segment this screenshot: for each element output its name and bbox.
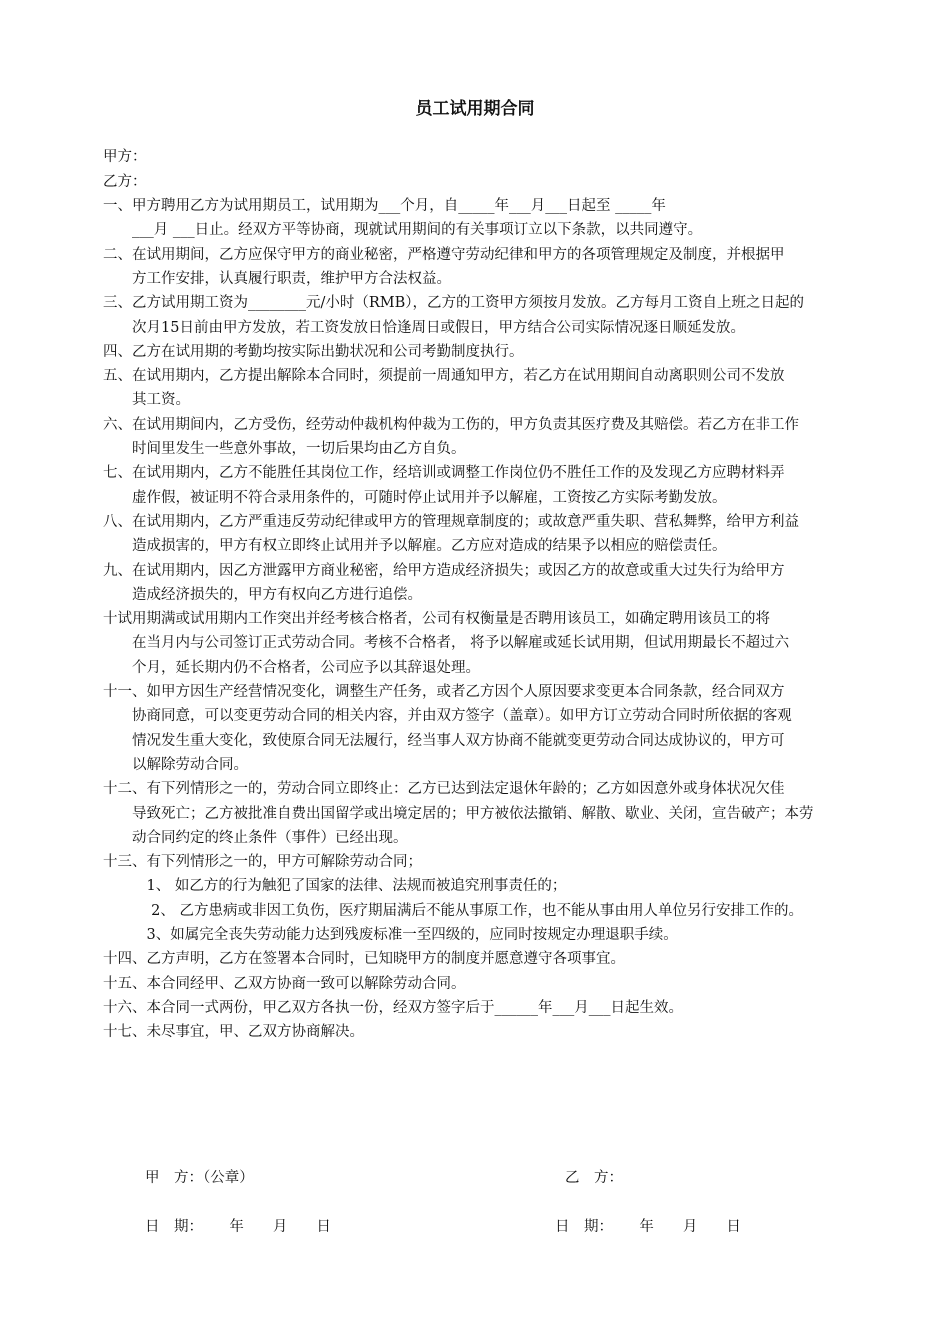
clause-line: 十五、本合同经甲、乙双方协商一致可以解除劳动合同。 — [103, 975, 466, 992]
clause-line: 虚作假，被证明不符合录用条件的，可随时停止试用并予以解雇，工资按乙方实际考勤发放。 — [103, 489, 727, 506]
clause-line: ___月 ___日止。经双方平等协商，现就试用期间的有关事项订立以下条款，以共同遵守。 — [103, 222, 703, 239]
party-b-line: 乙方： — [103, 174, 147, 190]
clause-line: 五、在试用期内，乙方提出解除本合同时，须提前一周通知甲方，若乙方在试用期间自动离职则公司不发放 — [103, 368, 785, 385]
clause-line: 1、 如乙方的行为触犯了国家的法律、法规而被追究刑事责任的； — [103, 878, 567, 895]
clause-line: 十试用期满或试用期内工作突出并经考核合格者，公司有权衡量是否聘用该员工，如确定聘用该员工的将 — [103, 611, 770, 628]
clause-line: 一、甲方聘用乙方为试用期员工，试用期为___个月，自_____年___月___日起至 _____年 — [103, 198, 666, 214]
clause-line: 十二、有下列情形之一的，劳动合同立即终止：乙方已达到法定退休年龄的；乙方如因意外或身体状况欠佳 — [103, 781, 785, 798]
party-a-line: 甲方： — [103, 149, 147, 165]
clause-line: 2、 乙方患病或非因工负伤，医疗期届满后不能从事原工作，也不能从事由用人单位另行安排工作的。 — [103, 902, 803, 919]
clause-line: 在当月内与公司签订正式劳动合同。考核不合格者， 将予以解雇或延长试用期，但试用期最长不超过六 — [103, 635, 790, 652]
document-title: 员工试用期合同 — [415, 99, 535, 119]
clause-line: 四、乙方在试用期的考勤均按实际出勤状况和公司考勤制度执行。 — [103, 343, 524, 360]
clause-line: 情况发生重大变化，致使原合同无法履行，经当事人双方协商不能就变更劳动合同达成协议的，甲方可 — [103, 732, 785, 749]
clause-line: 个月，延长期内仍不合格者，公司应予以其辞退处理。 — [103, 659, 480, 676]
party-a-date: 日 期： 年 月 日 — [145, 1219, 331, 1235]
clause-line: 协商同意，可以变更劳动合同的相关内容，并由双方签字（盖章）。如甲方订立劳动合同时所依据的客观 — [103, 708, 792, 725]
clause-line: 3、如属完全丧失劳动能力达到残废标准一至四级的，应同时按规定办理退职手续。 — [103, 927, 678, 943]
clause-line: 造成损害的，甲方有权立即终止试用并予以解雇。乙方应对造成的结果予以相应的赔偿责任。 — [103, 538, 727, 555]
clause-line: 十四、乙方声明，乙方在签署本合同时，已知晓甲方的制度并愿意遵守各项事宜。 — [103, 951, 625, 968]
clause-line: 十七、未尽事宜，甲、乙双方协商解决。 — [103, 1024, 364, 1041]
clause-line: 以解除劳动合同。 — [103, 756, 248, 773]
clause-line: 导致死亡；乙方被批准自费出国留学或出境定居的；甲方被依法撤销、解散、歇业、关闭，宣告破产；本劳 — [103, 805, 814, 822]
clause-line: 十六、本合同一式两份，甲乙双方各执一份，经双方签字后于______年___月___日起生效。 — [103, 999, 683, 1016]
clause-line: 动合同约定的终止条件（事件）已经出现。 — [103, 829, 408, 846]
clause-line: 八、在试用期内，乙方严重违反劳动纪律或甲方的管理规章制度的；或故意严重失职、营私舞弊，给甲方利益 — [103, 513, 799, 530]
clause-line: 时间里发生一些意外事故，一切后果均由乙方自负。 — [103, 441, 466, 457]
clause-line: 其工资。 — [103, 392, 190, 409]
party-b-date: 日 期： 年 月 日 — [555, 1219, 741, 1235]
clause-line: 七、在试用期内，乙方不能胜任其岗位工作，经培训或调整工作岗位仍不胜任工作的及发现乙方应聘材料弄 — [103, 465, 785, 482]
clause-line: 次月15日前由甲方发放，若工资发放日恰逢周日或假日，甲方结合公司实际情况逐日顺延发放。 — [103, 319, 745, 336]
clause-line: 二、在试用期间，乙方应保守甲方的商业秘密，严格遵守劳动纪律和甲方的各项管理规定及制度，并根据甲 — [103, 246, 785, 263]
clause-line: 方工作安排，认真履行职责，维护甲方合法权益。 — [103, 270, 451, 287]
clause-line: 六、在试用期间内，乙方受伤，经劳动仲裁机构仲裁为工伤的，甲方负责其医疗费及其赔偿。若乙方在非工作 — [103, 416, 799, 433]
party-b-signature: 乙 方： — [565, 1170, 623, 1186]
clause-line: 十一、如甲方因生产经营情况变化，调整生产任务，或者乙方因个人原因要求变更本合同条款，经合同双方 — [103, 684, 785, 700]
clause-line: 造成经济损失的，甲方有权向乙方进行追偿。 — [103, 586, 422, 603]
clause-line: 九、在试用期内，因乙方泄露甲方商业秘密，给甲方造成经济损失；或因乙方的故意或重大过失行为给甲方 — [103, 562, 785, 579]
clause-line: 三、乙方试用期工资为________元/小时（RMB），乙方的工资甲方须按月发放。乙方每月工资自上班之日起的 — [103, 295, 805, 312]
party-a-signature: 甲 方：（公章） — [145, 1170, 254, 1186]
clause-line: 十三、有下列情形之一的，甲方可解除劳动合同； — [103, 854, 422, 871]
